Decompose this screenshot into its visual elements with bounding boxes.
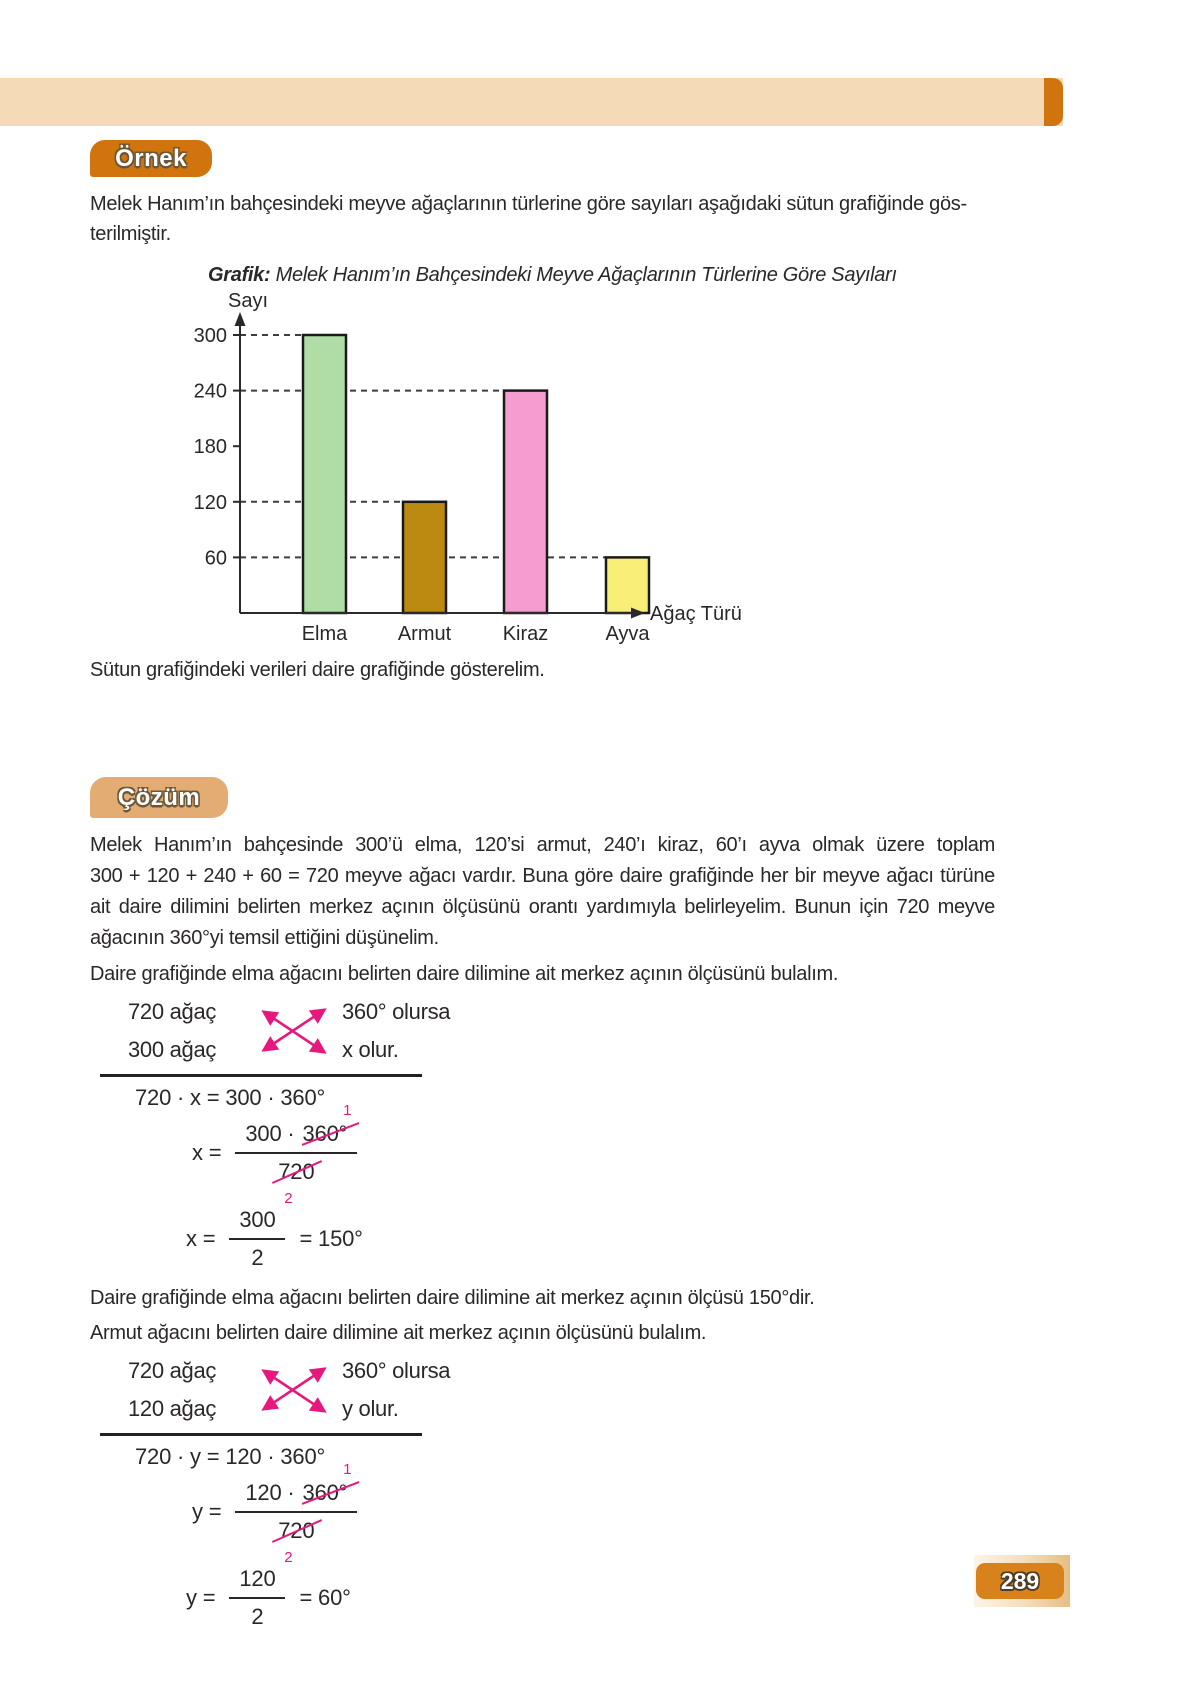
fraction-work-2 [192, 1461, 1091, 1566]
y-tick-label: 240 [193, 380, 227, 403]
result1-value: = 150° [299, 1226, 363, 1251]
prop2-top-left: 720 ağaç [128, 1358, 217, 1383]
cancel-result-2: 2 [284, 1549, 293, 1566]
bar-chart [90, 261, 1091, 655]
frac2-lhs: y = [192, 1499, 222, 1524]
frac2-numerator [235, 1461, 357, 1513]
cancel-result-2: 2 [284, 1190, 293, 1207]
result1-numerator: 300 [229, 1207, 285, 1240]
cancel-result-1: 1 [343, 1102, 352, 1119]
page-number-ribbon [974, 1555, 1070, 1607]
result1-denominator: 2 [251, 1245, 264, 1270]
result-1 [186, 1207, 1091, 1271]
cross-multiplication-arrows-icon [250, 1352, 342, 1428]
proportion-1-grid [128, 993, 1091, 1069]
solution-line-1: Melek Hanım’ın bahçesinde 300’ü elma, 120’si armut, 240’ı kiraz, 60’ı ayva olmak üzere toplam [90, 834, 995, 856]
bar-chart-svg [180, 293, 820, 655]
y-tick-label: 300 [193, 325, 227, 347]
proportion-1 [100, 993, 1091, 1077]
strip-end-cap [1044, 78, 1063, 126]
frac2-num-left: 120 · [245, 1480, 295, 1505]
result1-fraction [229, 1207, 285, 1271]
prop1-bottom-left: 300 ağaç [128, 1037, 217, 1062]
example-badge-label: Örnek [115, 144, 187, 172]
y-tick-label: 120 [193, 491, 227, 514]
page-number-badge [976, 1563, 1064, 1599]
proportion-2-grid [128, 1352, 1091, 1428]
frac1-num-left: 300 · [245, 1121, 295, 1146]
result2-fraction [229, 1566, 285, 1630]
result2-lhs: y = [186, 1585, 216, 1610]
prop1-top-right: 360° olursa [342, 999, 451, 1024]
y-tick-label: 180 [193, 436, 227, 459]
frac2-denominator [278, 1513, 315, 1566]
chart-title-text: Melek Hanım’ın Bahçesindeki Meyve Ağaçlarının Türlerine Göre Sayıları [275, 264, 897, 286]
frac2 [235, 1461, 357, 1566]
y-axis-arrow-icon [235, 312, 246, 326]
proportion-2-rule [100, 1433, 422, 1436]
fraction-work-1 [192, 1102, 1091, 1207]
cancel-result-1: 1 [343, 1461, 352, 1478]
bar-kiraz [504, 391, 547, 613]
chart-title-prefix: Grafik: [208, 264, 271, 286]
frac1-numerator [235, 1102, 357, 1154]
bar-armut [403, 502, 446, 613]
category-label: Armut [397, 623, 452, 645]
equation-1: 720 · x = 300 · 360° [135, 1085, 326, 1110]
frac1-denominator [278, 1154, 315, 1207]
category-label: Elma [301, 623, 348, 645]
frac1 [235, 1102, 357, 1207]
solution-paragraph [90, 830, 995, 954]
y-axis-title: Sayı [228, 293, 269, 312]
result2-denominator: 2 [251, 1604, 264, 1629]
example-intro-line1: Melek Hanım’ın bahçesindeki meyve ağaçlarının türlerine göre sayıları aşağıdaki sütun grafiğinde gös- [90, 193, 967, 215]
result1-lhs: x = [186, 1226, 216, 1251]
page-content [90, 140, 1091, 1630]
proportion-2 [100, 1352, 1091, 1436]
solution-line-4: ağacının 360°yi temsil ettiğini düşünelim. [90, 927, 439, 949]
x-axis-title: Ağaç Türü [650, 603, 742, 625]
prop2-bottom-left: 120 ağaç [128, 1396, 217, 1421]
cancelled-360: 360° 1 [302, 1102, 352, 1146]
step2-intro: Armut ağacını belirten daire dilimine ait merkez açının ölçüsünü bulalım. [90, 1322, 707, 1344]
equation-2: 720 · y = 120 · 360° [135, 1444, 326, 1469]
step1-conclusion: Daire grafiğinde elma ağacını belirten daire dilimine ait merkez açının ölçüsü 150°dir. [90, 1287, 815, 1309]
cross-multiplication-arrows-icon [250, 993, 342, 1069]
y-tick-label: 60 [204, 547, 227, 570]
frac1-lhs: x = [192, 1140, 222, 1165]
bar-ayva [606, 557, 649, 613]
page-number: 289 [1000, 1567, 1040, 1594]
proportion-1-rule [100, 1074, 422, 1077]
result-2 [186, 1566, 1091, 1630]
prop1-top-left: 720 ağaç [128, 999, 217, 1024]
category-label: Ayva [605, 623, 650, 645]
solution-badge-label: Çözüm [117, 783, 201, 811]
example-badge [90, 140, 212, 177]
prop1-bottom-right: x olur. [342, 1037, 399, 1062]
prop2-bottom-right: y olur. [342, 1396, 399, 1421]
section-header-strip [0, 78, 1063, 126]
solution-line-3: ait daire dilimini belirten merkez açının ölçüsünü orantı yardımıyla belirleyelim. Bunun için 720 meyve [90, 896, 995, 918]
prop2-top-right: 360° olursa [342, 1358, 451, 1383]
cancelled-360: 360° 1 [302, 1461, 352, 1505]
solution-badge [90, 777, 228, 818]
bar-elma [303, 335, 346, 613]
cancelled-720: 720 2 [278, 1518, 315, 1566]
example-intro-line2: terilmiştir. [90, 223, 171, 245]
solution-line-2: 300 + 120 + 240 + 60 = 720 meyve ağacı vardır. Buna göre daire grafiğinde her bir meyve ağacı türüne [90, 865, 995, 887]
category-label: Kiraz [502, 623, 549, 645]
step1-intro: Daire grafiğinde elma ağacını belirten daire dilimine ait merkez açının ölçüsünü bulalım. [90, 963, 839, 985]
after-chart-text: Sütun grafiğindeki verileri daire grafiğinde gösterelim. [90, 659, 545, 681]
chart-title [208, 261, 1091, 289]
cancelled-720: 720 2 [278, 1159, 315, 1207]
result2-numerator: 120 [229, 1566, 285, 1599]
result2-value: = 60° [299, 1585, 351, 1610]
